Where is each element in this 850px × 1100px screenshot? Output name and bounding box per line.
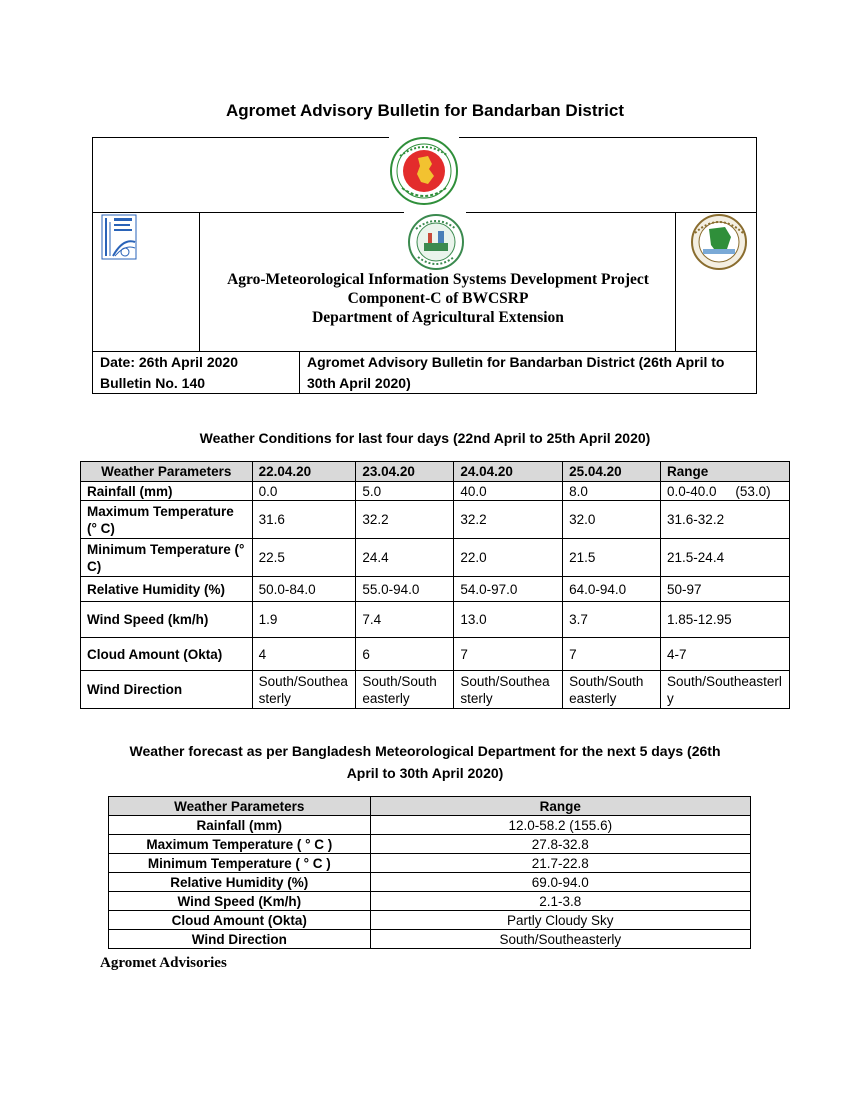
table-cell: 32.0 <box>563 501 661 539</box>
table-cell: 4 <box>252 638 356 671</box>
bulletin-date: Date: 26th April 2020 <box>100 354 238 370</box>
column-header: Range <box>370 797 750 816</box>
page-title: Agromet Advisory Bulletin for Bandarban District <box>226 101 624 120</box>
bulletin-number: Bulletin No. 140 <box>100 375 206 391</box>
table-row <box>81 671 790 709</box>
table-cell: 54.0-97.0 <box>454 577 563 602</box>
table-cell: 31.6-32.2 <box>661 501 790 539</box>
forecast-table <box>108 796 751 949</box>
column-header: 23.04.20 <box>356 462 454 482</box>
table-row <box>81 577 790 602</box>
table-cell: South/Southeasterly <box>252 671 356 709</box>
table-cell: 40.0 <box>454 482 563 501</box>
parameter-label: Wind Speed (km/h) <box>81 602 253 638</box>
table-cell: 24.4 <box>356 539 454 577</box>
table-cell: 31.6 <box>252 501 356 539</box>
dae-seal-icon <box>406 213 466 271</box>
table-row <box>109 835 751 854</box>
table-cell: 21.7-22.8 <box>370 854 750 873</box>
table-row <box>109 911 751 930</box>
advisories-heading: Agromet Advisories <box>100 955 227 971</box>
table-cell: 8.0 <box>563 482 661 501</box>
bwdb-logo-icon <box>689 213 749 271</box>
table-cell: 69.0-94.0 <box>370 873 750 892</box>
bulletin-subtitle: Agromet Advisory Bulletin for Bandarban District (26th April to 30th April 2020) <box>307 354 725 391</box>
table-cell: 22.0 <box>454 539 563 577</box>
table-cell: South/Southeasterly <box>370 930 750 949</box>
column-header: Weather Parameters <box>81 462 253 482</box>
parameter-label: Cloud Amount (Okta) <box>81 638 253 671</box>
column-header: 25.04.20 <box>563 462 661 482</box>
column-header: 24.04.20 <box>454 462 563 482</box>
table-row <box>109 873 751 892</box>
parameter-label: Minimum Temperature ( ° C ) <box>109 854 371 873</box>
government-seal-icon <box>388 136 460 206</box>
table-row <box>81 482 790 501</box>
table-row <box>109 816 751 835</box>
table-header-row <box>81 462 790 482</box>
project-name: Agro-Meteorological Information Systems Development Project Component-C of BWCSRP Department of Agricultural Extension <box>227 271 649 326</box>
parameter-label: Minimum Temperature (° C) <box>81 539 253 577</box>
table-cell: 13.0 <box>454 602 563 638</box>
table-row <box>109 854 751 873</box>
table-cell: 7 <box>454 638 563 671</box>
table-cell: 1.9 <box>252 602 356 638</box>
parameter-label: Cloud Amount (Okta) <box>109 911 371 930</box>
parameter-label: Wind Direction <box>81 671 253 709</box>
column-header: 22.04.20 <box>252 462 356 482</box>
table-cell: Partly Cloudy Sky <box>370 911 750 930</box>
table-cell: 27.8-32.8 <box>370 835 750 854</box>
table-cell: 32.2 <box>454 501 563 539</box>
table-cell: 4-7 <box>661 638 790 671</box>
table-cell: 55.0-94.0 <box>356 577 454 602</box>
table-cell: 0.0 <box>252 482 356 501</box>
table-cell: South/South easterly <box>356 671 454 709</box>
header-row-date <box>93 352 756 394</box>
table-cell: South/Southeasterly <box>454 671 563 709</box>
table-cell: 50-97 <box>661 577 790 602</box>
parameter-label: Rainfall (mm) <box>81 482 253 501</box>
column-header: Weather Parameters <box>109 797 371 816</box>
table-cell: 50.0-84.0 <box>252 577 356 602</box>
table-cell: 0.0-40.0 (53.0) <box>661 482 790 501</box>
forecast-title: Weather forecast as per Bangladesh Meteorological Department for the next 5 days (26th April to 30th April 2020) <box>129 743 721 781</box>
past-weather-table <box>80 461 790 709</box>
parameter-label: Maximum Temperature (° C) <box>81 501 253 539</box>
table-cell: 2.1-3.8 <box>370 892 750 911</box>
parameter-label: Relative Humidity (%) <box>109 873 371 892</box>
table-row <box>109 930 751 949</box>
table-cell: 21.5-24.4 <box>661 539 790 577</box>
table-cell: 6 <box>356 638 454 671</box>
parameter-label: Wind Speed (Km/h) <box>109 892 371 911</box>
past-weather-title: Weather Conditions for last four days (22nd April to 25th April 2020) <box>199 430 651 446</box>
table-cell: 5.0 <box>356 482 454 501</box>
table-cell: 22.5 <box>252 539 356 577</box>
table-row <box>81 638 790 671</box>
table-cell: South/Southeasterly <box>661 671 790 709</box>
bmd-logo-icon <box>101 214 137 260</box>
table-cell: 1.85-12.95 <box>661 602 790 638</box>
parameter-label: Maximum Temperature ( ° C ) <box>109 835 371 854</box>
table-header-row <box>109 797 751 816</box>
table-cell: South/South easterly <box>563 671 661 709</box>
table-cell: 3.7 <box>563 602 661 638</box>
table-cell: 32.2 <box>356 501 454 539</box>
table-cell: 7 <box>563 638 661 671</box>
table-cell: 7.4 <box>356 602 454 638</box>
column-header: Range <box>661 462 790 482</box>
parameter-label: Rainfall (mm) <box>109 816 371 835</box>
table-row <box>81 602 790 638</box>
table-row <box>81 539 790 577</box>
parameter-label: Wind Direction <box>109 930 371 949</box>
bulletin-date-cell <box>100 352 238 394</box>
table-cell: 21.5 <box>563 539 661 577</box>
parameter-label: Relative Humidity (%) <box>81 577 253 602</box>
table-row <box>81 501 790 539</box>
table-cell: 64.0-94.0 <box>563 577 661 602</box>
table-row <box>109 892 751 911</box>
table-cell: 12.0-58.2 (155.6) <box>370 816 750 835</box>
